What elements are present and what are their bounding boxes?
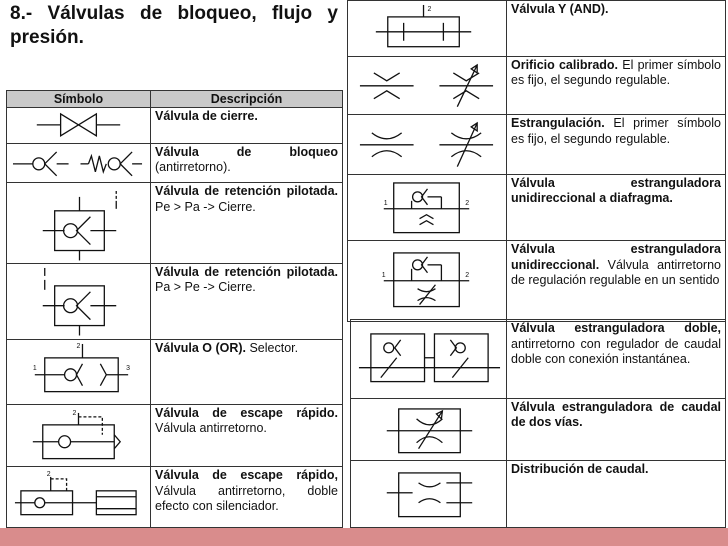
or-valve-symbol	[7, 340, 151, 405]
svg-text:2: 2	[76, 343, 81, 351]
calibrated-orifice-symbol	[348, 56, 507, 115]
svg-text:1: 1	[32, 365, 37, 373]
svg-text:2: 2	[465, 272, 470, 280]
double-throttle-valve-symbol	[351, 320, 507, 399]
footer-bar	[0, 528, 728, 546]
shutoff-valve-symbol	[7, 108, 151, 144]
two-way-flow-throttle-symbol	[351, 398, 507, 461]
right-row-2-description: Orificio calibrado. El primer símbolo es fijo, el segundo regulable.	[507, 56, 726, 115]
svg-text:3: 3	[126, 365, 131, 373]
svg-text:2: 2	[465, 199, 470, 207]
piloted-check-valve-2-symbol	[7, 263, 151, 339]
right-bottom-row-2-description: Válvula estranguladora de caudal de dos vías.	[507, 398, 726, 461]
right-row-4-description: Válvula estranguladora unidireccional a diafragma.	[507, 174, 726, 241]
left-symbol-table	[6, 90, 343, 528]
symbol-header: Símbolo	[7, 91, 151, 108]
piloted-check-valve-1-symbol	[7, 183, 151, 263]
description-header: Descripción	[151, 91, 343, 108]
svg-text:2: 2	[46, 471, 51, 479]
svg-text:1: 1	[383, 199, 388, 207]
diaphragm-throttle-valve-symbol	[348, 174, 507, 241]
left-row-2-description: Válvula de bloqueo (antirretorno).	[151, 143, 343, 183]
svg-text:1: 1	[381, 272, 386, 280]
right-row-3-description: Estrangulación. El primer símbolo es fijo, el segundo regulable.	[507, 115, 726, 175]
right-row-1-description: Válvula Y (AND).	[507, 1, 726, 57]
quick-exhaust-valve-symbol	[7, 404, 151, 467]
left-row-1-description: Válvula de cierre.	[151, 108, 343, 144]
right-bottom-row-3-description: Distribución de caudal.	[507, 461, 726, 528]
svg-text:2: 2	[427, 5, 432, 13]
check-valve-symbol	[7, 143, 151, 183]
right-bottom-row-1-description: Válvula estranguladora doble, antirretorno con regulador de caudal doble con conexión instantánea.	[507, 320, 726, 399]
one-way-throttle-valve-symbol	[348, 241, 507, 321]
svg-text:2: 2	[72, 409, 77, 417]
and-valve-symbol	[348, 1, 507, 57]
left-row-3-description: Válvula de retención pilotada. Pe > Pa -> Cierre.	[151, 183, 343, 263]
left-row-6-description: Válvula de escape rápido. Válvula antirretorno.	[151, 404, 343, 467]
throttle-symbol	[348, 115, 507, 175]
right-symbol-table-top	[347, 0, 726, 322]
left-row-7-description: Válvula de escape rápido, Válvula antirretorno, doble efecto con silenciador.	[151, 467, 343, 528]
left-row-4-description: Válvula de retención pilotada. Pa > Pe -> Cierre.	[151, 263, 343, 339]
quick-exhaust-valve-silencer-symbol	[7, 467, 151, 528]
page-title: 8.- Válvulas de bloqueo, flujo y presión.	[10, 3, 338, 48]
right-symbol-table-bottom	[350, 319, 726, 528]
left-row-5-description: Válvula O (OR). Selector.	[151, 340, 343, 405]
right-row-5-description: Válvula estranguladora unidireccional. Válvula antirretorno de regulación regulable en un sentido	[507, 241, 726, 321]
flow-divider-symbol	[351, 461, 507, 528]
